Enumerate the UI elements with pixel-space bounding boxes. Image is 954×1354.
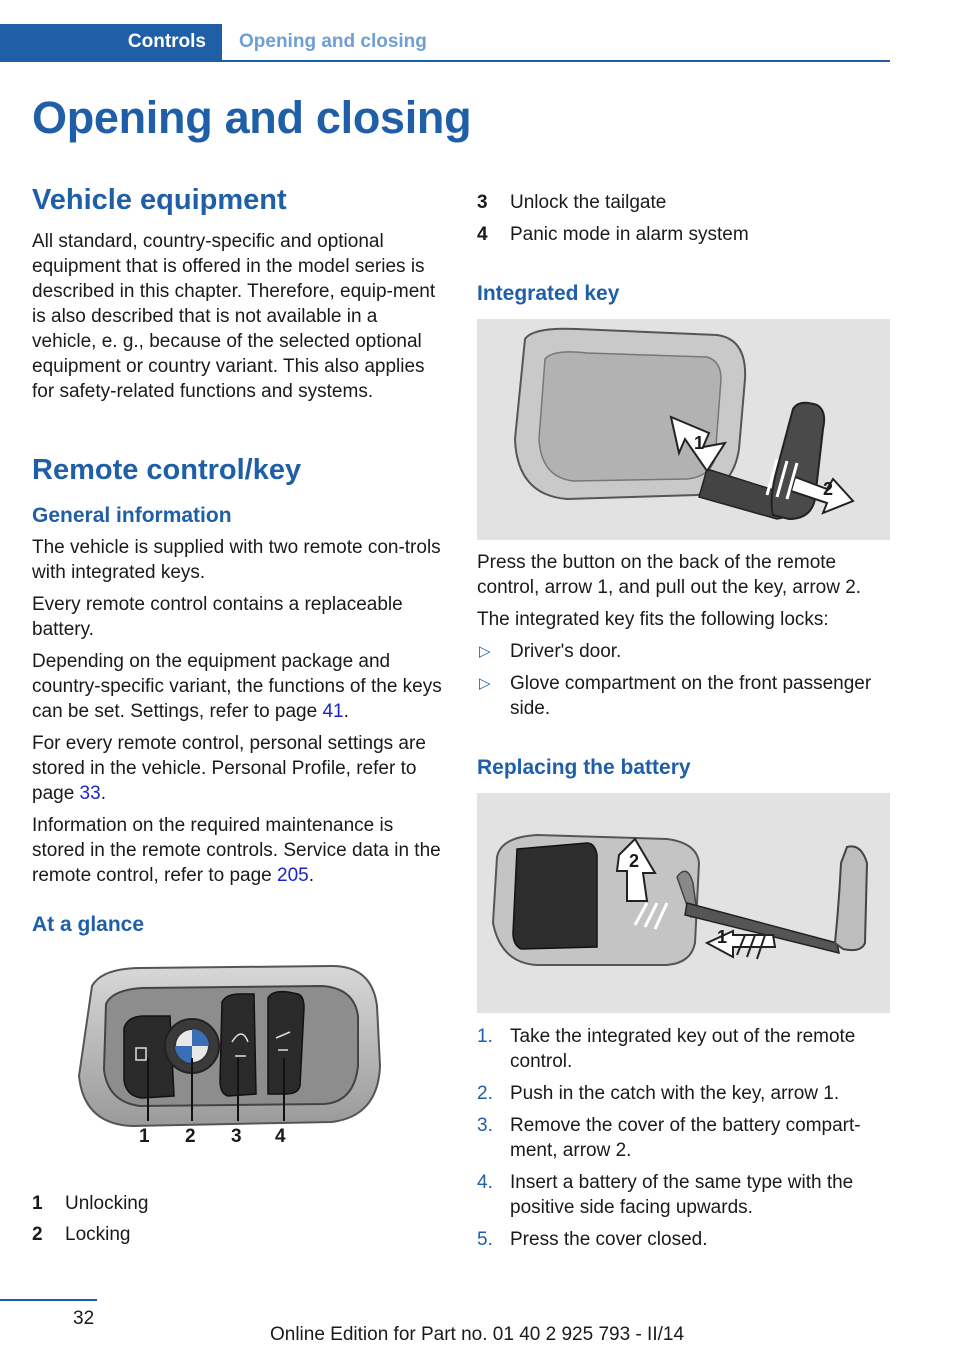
page-number: 32 [73,1308,95,1329]
figure-arrow-2: 2 [629,851,640,871]
general-info-p1: The vehicle is supplied with two remote con-trols with integrated keys. [32,537,441,583]
header-section-label: Controls [127,31,206,52]
general-info-p5: Information on the required maintenance is stored in the remote controls. Service data in the remote control, refer to page 205. [32,815,441,886]
vehicle-equipment-heading: Vehicle equipment [32,184,287,216]
locks-list [477,639,891,721]
button-legend-left [32,1191,444,1247]
header-divider [222,60,890,62]
general-info-p4: For every remote control, personal settings are stored in the vehicle. Personal Profile, refer to page 33. [32,733,426,804]
vehicle-equipment-text: All standard, country-specific and optional equipment that is offered in the model series is described in this chapter. Therefore, equip-ment is also described that is not available in a vehicle, e. g., because of the selected optional equipment or country variant. This also applies for safety-related functions and systems. [32,231,436,402]
integrated-key-figure [477,319,890,540]
figure-number-3: 3 [231,1126,242,1147]
remote-control-heading: Remote control/key [32,454,302,486]
figure-arrow-1: 1 [717,927,728,947]
at-a-glance-heading: At a glance [32,913,145,936]
list-item: 2 Locking [32,1224,131,1245]
list-item: 4 Panic mode in alarm system [477,224,749,245]
figure-number-2: 2 [185,1126,196,1147]
general-info-p2: Every remote control contains a replaceable battery. [32,594,403,640]
remote-key-figure [32,946,444,1176]
page-title: Opening and closing [32,92,472,143]
list-item: 1. Take the integrated key out of the remote control. [477,1026,856,1072]
replacing-battery-heading: Replacing the battery [477,756,691,779]
list-item: ▷ Glove compartment on the front passenger side. [479,673,872,719]
battery-steps-list [477,1024,891,1252]
general-info-p3: Depending on the equipment package and country-specific variant, the functions of the keys can be set. Settings, refer to page 41. [32,651,442,722]
triangle-bullet-icon: ▷ [479,675,491,692]
list-item: 3 Unlock the tailgate [477,192,667,213]
footer-edition: Online Edition for Part no. 01 40 2 925 793 - II/14 [269,1324,685,1345]
figure-arrow-1: 1 [694,433,705,453]
header-subsection-label[interactable]: Opening and closing [239,31,427,52]
list-item: 4. Insert a battery of the same type with the positive side facing upwards. [477,1172,854,1218]
general-information-heading: General information [32,504,232,527]
integrated-key-p2: The integrated key fits the following locks: [477,609,829,630]
page-link-205[interactable]: 205 [277,865,309,886]
header-section-tab[interactable] [0,24,222,62]
page-link-41[interactable]: 41 [322,701,344,722]
right-column [477,190,891,1252]
integrated-key-p1: Press the button on the back of the remote control, arrow 1, and pull out the key, arrow 2. [477,552,862,598]
page-link-33[interactable]: 33 [79,783,101,804]
footer-divider [0,1299,97,1301]
list-item: 1 Unlocking [32,1193,149,1214]
battery-figure [477,793,890,1013]
left-column [32,180,444,1247]
list-item: 5. Press the cover closed. [477,1229,708,1250]
triangle-bullet-icon: ▷ [479,643,491,660]
list-item: 3. Remove the cover of the battery compart-ment, arrow 2. [477,1115,861,1161]
integrated-key-heading: Integrated key [477,282,620,305]
button-legend-right [477,190,891,247]
battery-illustration [477,793,890,1013]
figure-number-1: 1 [139,1126,150,1147]
figure-number-4: 4 [275,1126,286,1147]
list-item: 2. Push in the catch with the key, arrow 1. [477,1083,840,1104]
integrated-key-illustration [477,319,890,540]
list-item: ▷ Driver's door. [479,641,622,662]
figure-arrow-2: 2 [823,479,834,499]
